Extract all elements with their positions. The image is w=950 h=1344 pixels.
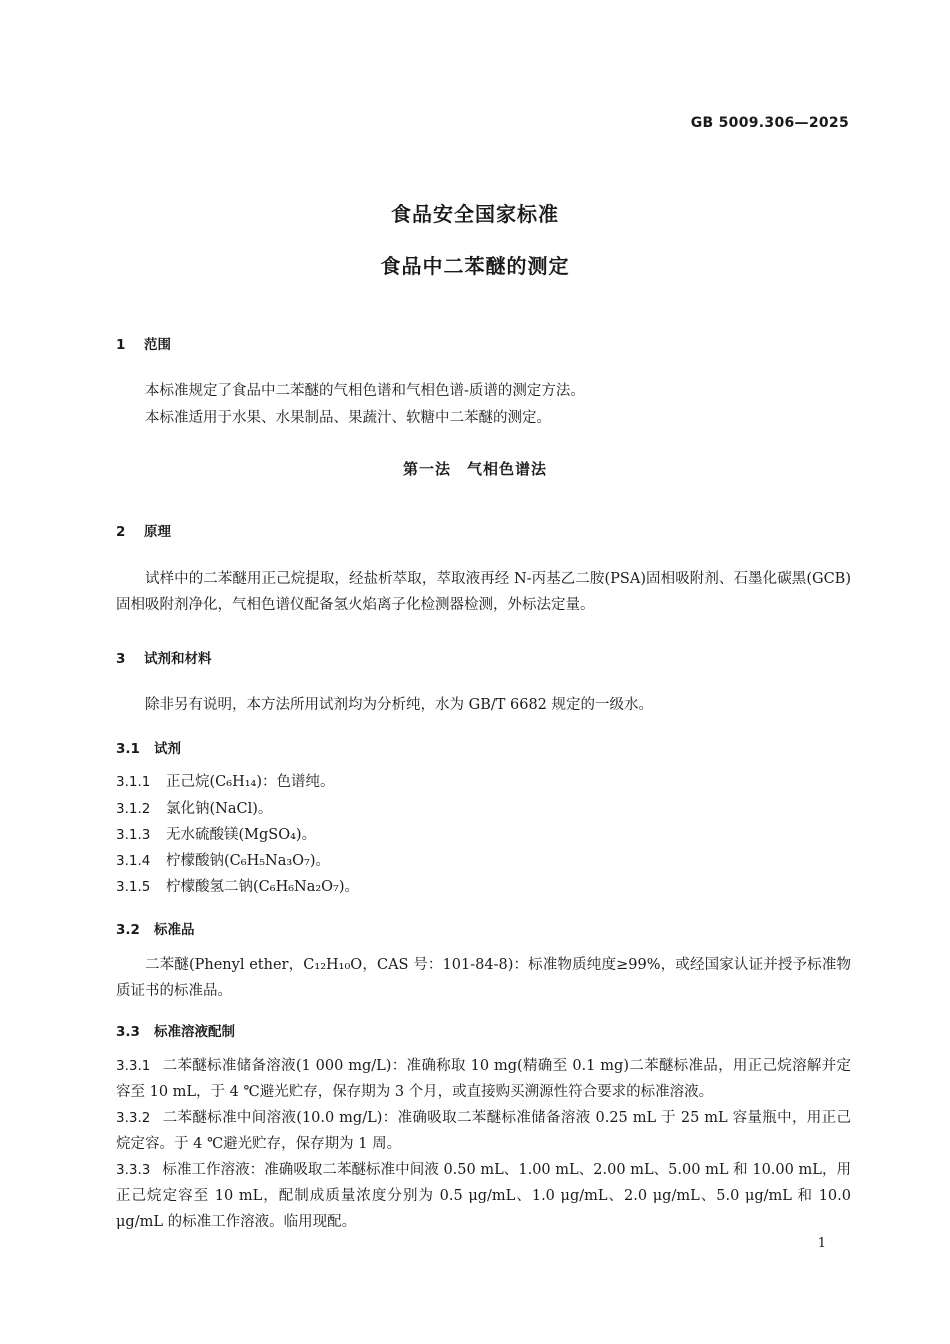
sub-title: 食品中二苯醚的测定 [380, 254, 570, 278]
section-number: 3.1 [116, 741, 140, 757]
solution-item [116, 1053, 851, 1105]
item-number: 3.1.2 [116, 801, 151, 817]
standard-code: GB 5009.306—2025 [690, 115, 849, 131]
section-title: 标准品 [154, 922, 195, 938]
section-title: 试剂 [154, 741, 181, 757]
item-number: 3.1.3 [116, 827, 151, 843]
item-text: 无水硫酸镁(MgSO₄)。 [166, 827, 317, 843]
reagent-item [116, 769, 851, 795]
section-number: 3.3 [116, 1024, 140, 1040]
section-1-heading [116, 333, 171, 353]
solution-item [116, 1157, 851, 1235]
reagent-item [116, 848, 851, 874]
scope-paragraph-2: 本标准适用于水果、水果制品、果蔬汁、软糖中二苯醚的测定。 [145, 410, 551, 426]
section-number: 3.2 [116, 922, 140, 938]
reagent-item [116, 796, 851, 822]
item-text: 正己烷(C₆H₁₄)：色谱纯。 [166, 774, 335, 790]
section-3-heading [116, 647, 212, 667]
item-text: 柠檬酸氢二钠(C₆H₆Na₂O₇)。 [166, 879, 360, 895]
item-text: 二苯醚标准储备溶液(1 000 mg/L)：准确称取 10 mg(精确至 0.1 mg)二苯醚标准品，用正己烷溶解并定容至 10 mL，于 4 ℃避光贮存，保存期为 3 个月，或直接购买溯源性符合要求的标准溶液。 [116, 1058, 851, 1100]
section-title: 标准溶液配制 [154, 1024, 235, 1040]
solution-item [116, 1105, 851, 1157]
section-number: 3 [116, 651, 126, 667]
reagent-item [116, 874, 851, 900]
section-title: 原理 [144, 524, 171, 540]
section-number: 1 [116, 337, 126, 353]
reagent-item [116, 822, 851, 848]
item-number: 3.3.2 [116, 1110, 151, 1126]
section-title: 范围 [144, 337, 171, 353]
main-title: 食品安全国家标准 [391, 202, 559, 226]
item-number: 3.3.1 [116, 1058, 151, 1074]
method-title: 第一法 气相色谱法 [402, 460, 547, 478]
principle-paragraph: 试样中的二苯醚用正己烷提取，经盐析萃取，萃取液再经 N-丙基乙二胺(PSA)固相吸附剂、石墨化碳黑(GCB)固相吸附剂净化，气相色谱仪配备氢火焰离子化检测器检测，外标法定量。 [116, 571, 851, 613]
item-text: 标准工作溶液：准确吸取二苯醚标准中间液 0.50 mL、1.00 mL、2.00 mL、5.00 mL 和 10.00 mL，用正己烷定容至 10 mL，配制成质量浓度分别为 0.5 μg/mL、1.0 μg/mL、2.0 μg/mL、5.0 μg/mL 和 10.0 μg/mL 的标准工作溶液。临用现配。 [116, 1162, 851, 1230]
section-2-heading [116, 520, 171, 540]
item-number: 3.1.1 [116, 774, 151, 790]
section-3-3-heading [116, 1020, 235, 1040]
page-number: 1 [817, 1236, 826, 1251]
section-number: 2 [116, 524, 126, 540]
item-number: 3.1.5 [116, 879, 151, 895]
item-number: 3.3.3 [116, 1162, 151, 1178]
standard-substance-paragraph: 二苯醚(Phenyl ether，C₁₂H₁₀O，CAS 号：101-84-8)：标准物质纯度≥99%，或经国家认证并授予标准物质证书的标准品。 [116, 957, 851, 999]
item-text: 氯化钠(NaCl)。 [166, 801, 273, 817]
section-3-1-heading [116, 737, 181, 757]
section-3-2-heading [116, 918, 195, 938]
reagents-paragraph: 除非另有说明，本方法所用试剂均为分析纯，水为 GB/T 6682 规定的一级水。 [145, 697, 654, 713]
item-text: 柠檬酸钠(C₆H₅Na₃O₇)。 [166, 853, 331, 869]
scope-paragraph-1: 本标准规定了食品中二苯醚的气相色谱和气相色谱-质谱的测定方法。 [145, 383, 585, 399]
item-number: 3.1.4 [116, 853, 151, 869]
item-text: 二苯醚标准中间溶液(10.0 mg/L)：准确吸取二苯醚标准储备溶液 0.25 mL 于 25 mL 容量瓶中，用正己烷定容。于 4 ℃避光贮存，保存期为 1 周。 [116, 1110, 851, 1152]
section-title: 试剂和材料 [144, 651, 212, 667]
